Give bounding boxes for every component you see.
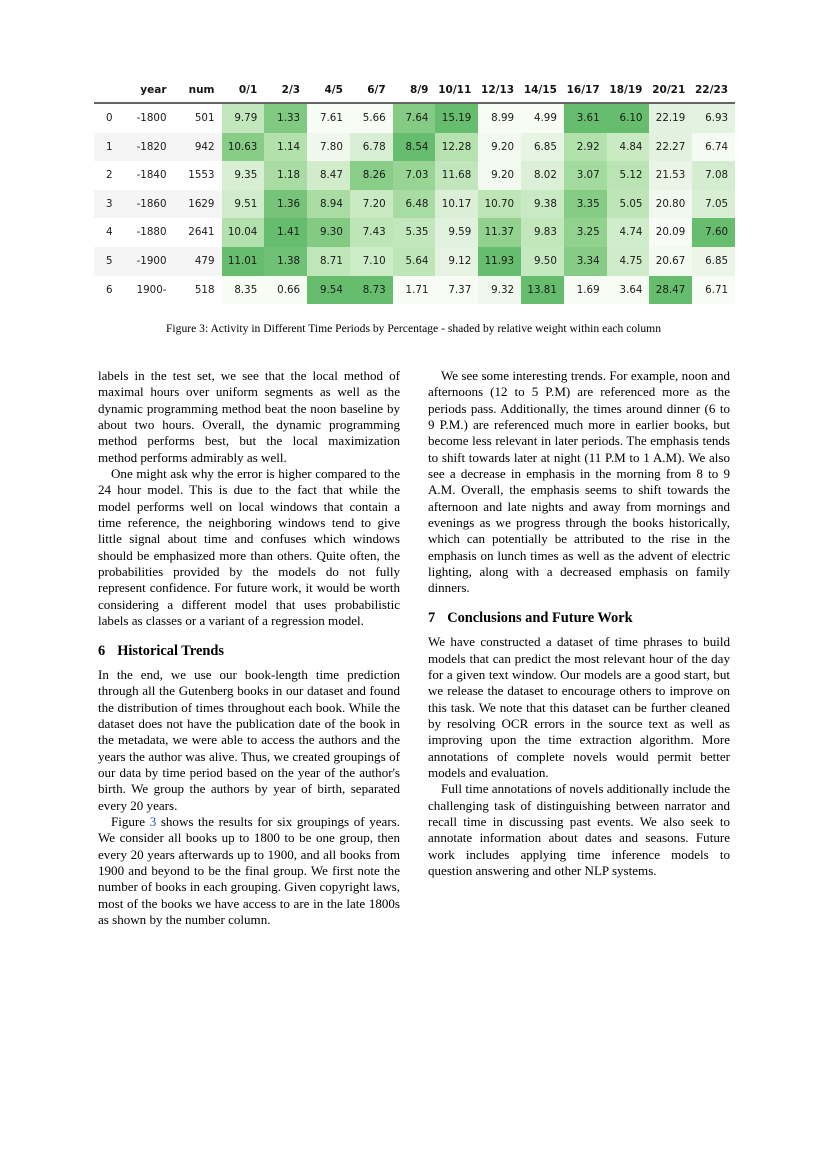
heatmap-cell-year: -1900 [120, 247, 174, 276]
heatmap-col-header: 10/11 [435, 78, 478, 103]
body-columns [98, 368, 730, 929]
section-number: 6 [98, 642, 106, 659]
heatmap-col-header: 16/17 [564, 78, 607, 103]
heatmap-cell-value: 8.94 [307, 190, 350, 219]
heatmap-cell-value: 8.47 [307, 161, 350, 190]
heatmap-row-index: 2 [94, 161, 120, 190]
heatmap-cell-value: 11.01 [222, 247, 265, 276]
heatmap-cell-value: 7.64 [393, 103, 436, 133]
heatmap-cell-value: 22.19 [649, 103, 692, 133]
heatmap-cell-value: 5.12 [607, 161, 650, 190]
heatmap-cell-value: 0.66 [264, 276, 307, 305]
heatmap-row-index: 0 [94, 103, 120, 133]
heatmap-cell-value: 5.05 [607, 190, 650, 219]
heatmap-cell-value: 10.70 [478, 190, 521, 219]
heatmap-cell-value: 13.81 [521, 276, 564, 305]
section-title: Conclusions and Future Work [447, 609, 633, 626]
heatmap-body [94, 103, 736, 304]
heatmap-cell-value: 8.73 [350, 276, 393, 305]
section-heading [98, 643, 400, 660]
heatmap-row [94, 103, 736, 133]
heatmap-cell-num: 479 [174, 247, 222, 276]
body-paragraph: We see some interesting trends. For example, noon and afternoons (12 to 5 P.M) are referenced more as the periods pass. Additionally, the times around dinner (6 to 9 P.M.) are referenced much more in earlier books, but become less relevant in later periods. The emphasis tends to shift towards later at night (11 P.M to 1 A.M). We also see a decrease in emphasis in the morning from 8 to 9 A.M. Overall, the emphasis seems to shift towards the afternoon and late nights and away from mornings and evenings as we progress through the books historically, which can potentially be attributed to the rise in the emphasis on lunch times as well as the advent of electric lighting, along with a decreased emphasis on family dinners. [428, 368, 730, 596]
heatmap-cell-year: -1880 [120, 218, 174, 247]
heatmap-cell-value: 3.07 [564, 161, 607, 190]
heatmap-cell-value: 9.35 [222, 161, 265, 190]
heatmap-cell-value: 7.43 [350, 218, 393, 247]
heatmap-cell-year: -1840 [120, 161, 174, 190]
heatmap-cell-value: 1.14 [264, 133, 307, 162]
heatmap-cell-value: 9.59 [435, 218, 478, 247]
heatmap-cell-value: 6.85 [521, 133, 564, 162]
heatmap-row-index: 5 [94, 247, 120, 276]
heatmap-cell-year: -1860 [120, 190, 174, 219]
heatmap-col-header: 4/5 [307, 78, 350, 103]
heatmap-cell-num: 518 [174, 276, 222, 305]
heatmap-cell-value: 1.36 [264, 190, 307, 219]
heatmap-cell-year: -1820 [120, 133, 174, 162]
left-column [98, 368, 400, 929]
heatmap-col-header: 2/3 [264, 78, 307, 103]
heatmap-cell-value: 8.71 [307, 247, 350, 276]
heatmap-cell-value: 5.35 [393, 218, 436, 247]
heatmap-cell-value: 9.50 [521, 247, 564, 276]
right-column [428, 368, 730, 929]
heatmap-col-header: 12/13 [478, 78, 521, 103]
heatmap-cell-value: 1.38 [264, 247, 307, 276]
heatmap-col-header: year [120, 78, 174, 103]
heatmap-cell-value: 2.92 [564, 133, 607, 162]
heatmap-cell-value: 6.93 [692, 103, 735, 133]
heatmap-cell-value: 8.02 [521, 161, 564, 190]
heatmap-cell-value: 4.75 [607, 247, 650, 276]
heatmap-cell-value: 22.27 [649, 133, 692, 162]
heatmap-cell-value: 8.54 [393, 133, 436, 162]
heatmap-cell-value: 9.51 [222, 190, 265, 219]
heatmap-cell-num: 2641 [174, 218, 222, 247]
heatmap-cell-value: 1.41 [264, 218, 307, 247]
heatmap-cell-value: 20.67 [649, 247, 692, 276]
heatmap-cell-value: 21.53 [649, 161, 692, 190]
heatmap-cell-value: 9.30 [307, 218, 350, 247]
heatmap-cell-value: 6.78 [350, 133, 393, 162]
heatmap-row-index: 4 [94, 218, 120, 247]
body-paragraph: Full time annotations of novels additionally include the challenging task of distinguishing between narrator and recall time in discussing past events. We also seek to annotate information about dates and seasons. Future work includes applying time inference models to question answering and other NLP systems. [428, 781, 730, 879]
heatmap-cell-year: -1800 [120, 103, 174, 133]
heatmap-cell-value: 4.74 [607, 218, 650, 247]
heatmap-cell-value: 7.60 [692, 218, 735, 247]
heatmap-cell-num: 1629 [174, 190, 222, 219]
heatmap-row [94, 161, 736, 190]
heatmap-cell-value: 6.85 [692, 247, 735, 276]
heatmap-cell-num: 942 [174, 133, 222, 162]
heatmap-cell-value: 9.32 [478, 276, 521, 305]
heatmap-cell-value: 9.20 [478, 133, 521, 162]
heatmap-cell-value: 6.71 [692, 276, 735, 305]
paragraph-text: Figure [111, 814, 150, 830]
heatmap-cell-value: 4.84 [607, 133, 650, 162]
heatmap-cell-value: 11.93 [478, 247, 521, 276]
heatmap-cell-value: 3.61 [564, 103, 607, 133]
heatmap-cell-value: 7.08 [692, 161, 735, 190]
heatmap-cell-value: 11.37 [478, 218, 521, 247]
heatmap-cell-value: 7.10 [350, 247, 393, 276]
heatmap-cell-value: 8.26 [350, 161, 393, 190]
heatmap-cell-value: 9.79 [222, 103, 265, 133]
heatmap-cell-value: 10.63 [222, 133, 265, 162]
heatmap-table [94, 78, 736, 304]
heatmap-row [94, 218, 736, 247]
heatmap-cell-value: 3.25 [564, 218, 607, 247]
heatmap-cell-value: 5.64 [393, 247, 436, 276]
heatmap-cell-value: 6.74 [692, 133, 735, 162]
heatmap-cell-value: 1.18 [264, 161, 307, 190]
heatmap-cell-value: 1.69 [564, 276, 607, 305]
heatmap-cell-value: 9.20 [478, 161, 521, 190]
heatmap-cell-num: 501 [174, 103, 222, 133]
heatmap-cell-value: 8.99 [478, 103, 521, 133]
heatmap-cell-num: 1553 [174, 161, 222, 190]
heatmap-cell-value: 7.20 [350, 190, 393, 219]
heatmap-table-wrapper [94, 78, 734, 304]
heatmap-cell-value: 15.19 [435, 103, 478, 133]
heatmap-cell-value: 10.04 [222, 218, 265, 247]
heatmap-cell-value: 20.80 [649, 190, 692, 219]
paragraph-text: shows the results for six groupings of years. We consider all books up to 1800 to be one group, then every 20 years afterwards up to 1900, and all books from 1900 and beyond to be the final group. We first note the number of books in each grouping. Given copyright laws, most of the books we have access to are in the late 1800s as shown by the number column. [98, 814, 400, 928]
heatmap-cell-value: 4.99 [521, 103, 564, 133]
heatmap-row-index: 1 [94, 133, 120, 162]
heatmap-cell-value: 7.80 [307, 133, 350, 162]
heatmap-cell-value: 8.35 [222, 276, 265, 305]
heatmap-row [94, 190, 736, 219]
figure-cross-reference-link[interactable]: 3 [149, 814, 157, 830]
heatmap-cell-value: 6.10 [607, 103, 650, 133]
heatmap-row [94, 276, 736, 305]
heatmap-col-header: 22/23 [692, 78, 735, 103]
heatmap-cell-value: 12.28 [435, 133, 478, 162]
heatmap-cell-value: 10.17 [435, 190, 478, 219]
heatmap-cell-value: 9.38 [521, 190, 564, 219]
figure-caption-label: Figure 3: [165, 322, 209, 335]
heatmap-cell-value: 9.83 [521, 218, 564, 247]
heatmap-cell-value: 1.33 [264, 103, 307, 133]
heatmap-cell-value: 20.09 [649, 218, 692, 247]
heatmap-cell-year: 1900- [120, 276, 174, 305]
heatmap-col-header: num [174, 78, 222, 103]
heatmap-cell-value: 9.54 [307, 276, 350, 305]
heatmap-row [94, 247, 736, 276]
heatmap-cell-value: 7.37 [435, 276, 478, 305]
body-paragraph [98, 814, 400, 928]
heatmap-row-index: 6 [94, 276, 120, 305]
section-title: Historical Trends [117, 642, 224, 659]
heatmap-cell-value: 11.68 [435, 161, 478, 190]
heatmap-col-header: 20/21 [649, 78, 692, 103]
heatmap-cell-value: 28.47 [649, 276, 692, 305]
figure-3-heatmap [0, 78, 827, 304]
heatmap-cell-value: 7.05 [692, 190, 735, 219]
heatmap-cell-value: 1.71 [393, 276, 436, 305]
section-number: 7 [428, 609, 436, 626]
body-paragraph: One might ask why the error is higher compared to the 24 hour model. This is due to the fact that while the model performs well on local windows that contain a time reference, the neighboring windows tend to give little signal about time and confuses which windows should be emphasized more than others. Quite often, the probabilities provided by the models do not fully represent confidence. For future work, it would be worth considering a different model that uses probabilistic labels as classes or a variant of a regression model. [98, 466, 400, 629]
heatmap-col-header: 8/9 [393, 78, 436, 103]
heatmap-cell-value: 7.61 [307, 103, 350, 133]
figure-caption-text: Activity in Different Time Periods by Percentage - shaded by relative weight within each column [210, 322, 661, 335]
heatmap-col-header: 18/19 [607, 78, 650, 103]
body-paragraph: In the end, we use our book-length time prediction through all the Gutenberg books in our dataset and found the distribution of times throughout each book. While the dataset does not have the publication date of the book in the metadata, we were able to access the authors and the years the author was alive. Thus, we created groupings of our data by time period based on the year of the author's birth. We group the authors by year of birth, separated every 20 years. [98, 667, 400, 813]
heatmap-col-header: 0/1 [222, 78, 265, 103]
heatmap-col-header: 14/15 [521, 78, 564, 103]
heatmap-cell-value: 3.34 [564, 247, 607, 276]
body-paragraph: We have constructed a dataset of time phrases to build models that can predict the most relevant hour of the day for a given text window. Our models are a good start, but we release the dataset to encourage others to improve on this task. We note that this dataset can be further cleaned by resolving OCR errors in the source text as well as improving upon the time extraction algorithm. More annotations of complete novels would permit better models and evaluation. [428, 634, 730, 781]
heatmap-row [94, 133, 736, 162]
heatmap-row-index: 3 [94, 190, 120, 219]
heatmap-header-row [94, 78, 736, 103]
figure-caption [0, 322, 827, 336]
body-paragraph: labels in the test set, we see that the local method of maximal hours over uniform segments as well as the dynamic programming method beat the noon baseline by about two hours. Overall, the dynamic programming method performs best, but the local maximization method performs admirably as well. [98, 368, 400, 465]
heatmap-cell-value: 3.64 [607, 276, 650, 305]
heatmap-cell-value: 7.03 [393, 161, 436, 190]
heatmap-cell-value: 3.35 [564, 190, 607, 219]
heatmap-cell-value: 6.48 [393, 190, 436, 219]
heatmap-cell-value: 5.66 [350, 103, 393, 133]
heatmap-cell-value: 9.12 [435, 247, 478, 276]
heatmap-col-header: 6/7 [350, 78, 393, 103]
heatmap-header [94, 78, 736, 103]
heatmap-col-header-index [94, 78, 120, 103]
section-heading [428, 610, 730, 627]
